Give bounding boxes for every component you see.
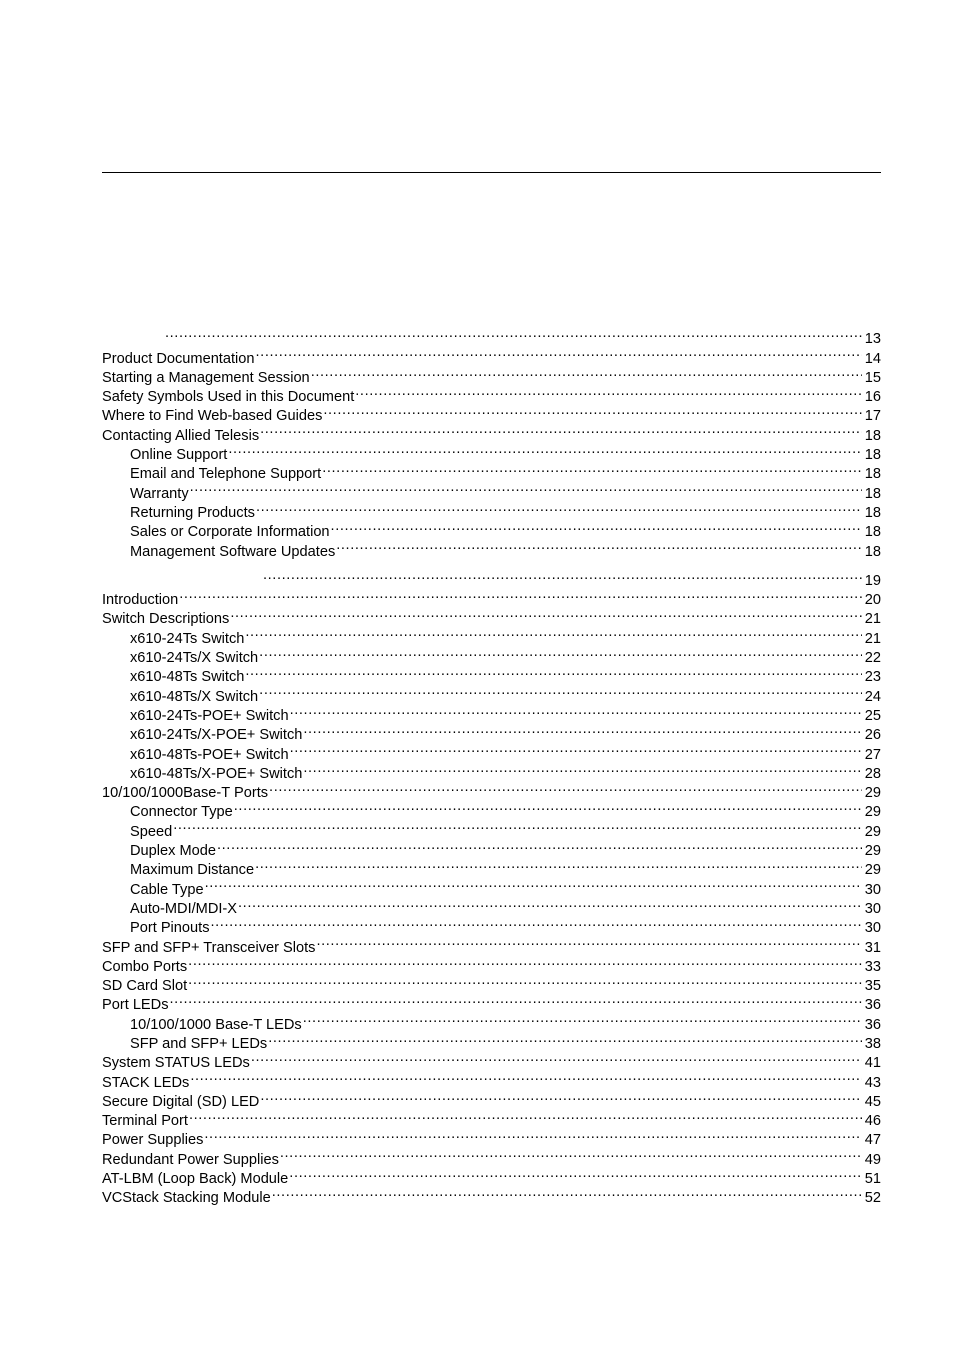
- toc-entry[interactable]: [102, 1087, 881, 1110]
- toc-page-number: 31: [864, 939, 881, 956]
- toc-entry[interactable]: [102, 990, 881, 1014]
- toc-page-number: 17: [864, 408, 881, 425]
- toc-dot-leader: [188, 1106, 862, 1125]
- toc-entry-title: 10/100/1000Base-T Ports: [102, 785, 269, 802]
- toc-dot-leader: [315, 932, 861, 951]
- toc-entry-title: Warranty: [130, 485, 189, 502]
- toc-entry-title: SFP and SFP+ LEDs: [130, 1035, 268, 1052]
- toc-page-number: 24: [864, 688, 881, 705]
- toc-entry-title: x610-48Ts-POE+ Switch: [130, 746, 289, 763]
- toc-dot-leader: [210, 913, 862, 932]
- toc-entry-title: Auto-MDI/MDI-X: [130, 900, 238, 917]
- toc-entry-title: Email and Telephone Support: [130, 466, 322, 483]
- toc-dot-leader: [189, 1067, 861, 1086]
- toc-entry-title: Introduction: [102, 592, 179, 609]
- toc-dot-leader: [302, 720, 861, 739]
- toc-page-number: 16: [864, 389, 881, 406]
- toc-entry-title: Port LEDs: [102, 997, 169, 1014]
- table-of-contents: [102, 324, 881, 1207]
- toc-entry[interactable]: [102, 952, 881, 975]
- toc-dot-leader: [289, 701, 862, 720]
- toc-entry-title: Safety Symbols Used in this Document: [102, 389, 355, 406]
- toc-entry[interactable]: [102, 478, 881, 502]
- toc-entry-title: Starting a Management Session: [102, 369, 310, 386]
- toc-entry-title: Product Documentation: [102, 350, 255, 367]
- toc-page-number: 47: [864, 1132, 881, 1149]
- toc-entry-title: Online Support: [130, 447, 228, 464]
- toc-page-number: 35: [864, 978, 881, 995]
- toc-dot-leader: [302, 759, 861, 778]
- toc-page-number: 30: [864, 900, 881, 917]
- toc-page-number: 26: [864, 727, 881, 744]
- toc-entry-title: x610-48Ts/X Switch: [130, 688, 259, 705]
- toc-dot-leader: [330, 517, 862, 536]
- toc-dot-leader: [268, 778, 862, 797]
- toc-entry-title: x610-24Ts-POE+ Switch: [130, 707, 289, 724]
- toc-entry-title: Combo Ports: [102, 958, 188, 975]
- toc-entry[interactable]: [102, 855, 881, 879]
- toc-page-number: 46: [864, 1113, 881, 1130]
- toc-entry[interactable]: [102, 932, 881, 956]
- toc-entry-title: Sales or Corporate Information: [130, 524, 330, 541]
- toc-dot-leader: [216, 836, 862, 855]
- toc-dot-leader: [233, 797, 862, 816]
- toc-page-number: 29: [864, 843, 881, 860]
- toc-page-number: 15: [864, 369, 881, 386]
- toc-dot-leader: [302, 1009, 862, 1028]
- toc-page-number: 19: [864, 572, 881, 589]
- toc-dot-leader: [164, 324, 862, 343]
- toc-dot-leader: [262, 566, 862, 585]
- toc-page-number: 21: [864, 611, 881, 628]
- toc-page-number: 14: [864, 350, 881, 367]
- toc-entry-title: SD Card Slot: [102, 978, 188, 995]
- toc-dot-leader: [244, 662, 861, 681]
- toc-entry[interactable]: [102, 1009, 881, 1033]
- toc-dot-leader: [279, 1144, 862, 1163]
- toc-entry-title: VCStack Stacking Module: [102, 1190, 271, 1207]
- toc-entry[interactable]: [102, 913, 881, 937]
- toc-page-number: 49: [864, 1151, 881, 1168]
- toc-entry[interactable]: [102, 874, 881, 898]
- toc-dot-leader: [189, 478, 862, 497]
- toc-dot-leader: [187, 952, 862, 971]
- toc-page-number: 36: [864, 997, 881, 1014]
- toc-dot-leader: [187, 971, 862, 990]
- toc-entry[interactable]: [102, 1106, 881, 1130]
- toc-dot-leader: [335, 536, 862, 555]
- toc-page-number: 18: [864, 485, 881, 502]
- toc-dot-leader: [258, 681, 862, 700]
- toc-dot-leader: [289, 739, 862, 758]
- header-rule: [102, 172, 881, 173]
- toc-page-number: 27: [864, 746, 881, 763]
- toc-dot-leader: [259, 1087, 861, 1106]
- toc-page-number: 28: [864, 765, 881, 782]
- toc-entry-title: AT-LBM (Loop Back) Module: [102, 1171, 289, 1188]
- toc-dot-leader: [255, 498, 862, 517]
- toc-dot-leader: [172, 816, 862, 835]
- toc-entry[interactable]: [102, 1144, 881, 1168]
- toc-entry-title: System STATUS LEDs: [102, 1055, 250, 1072]
- toc-entry-title: Duplex Mode: [130, 843, 216, 860]
- toc-entry[interactable]: [102, 324, 881, 348]
- toc-entry-title: x610-48Ts/X-POE+ Switch: [130, 765, 303, 782]
- toc-dot-leader: [169, 990, 862, 1009]
- toc-entry-title: x610-24Ts Switch: [130, 630, 245, 647]
- toc-dot-leader: [288, 1164, 861, 1183]
- toc-page-number: 21: [864, 630, 881, 647]
- toc-dot-leader: [258, 643, 862, 662]
- toc-entry[interactable]: [102, 343, 881, 367]
- toc-entry[interactable]: [102, 585, 881, 609]
- toc-dot-leader: [203, 1125, 861, 1144]
- toc-entry-title: Power Supplies: [102, 1132, 204, 1149]
- toc-page-number: 18: [864, 427, 881, 444]
- toc-entry[interactable]: [102, 1067, 881, 1091]
- toc-entry[interactable]: [102, 894, 881, 917]
- toc-dot-leader: [178, 585, 862, 604]
- toc-entry[interactable]: [102, 498, 881, 521]
- toc-page-number: 38: [864, 1035, 881, 1052]
- toc-dot-leader: [321, 459, 862, 478]
- toc-page-number: 18: [864, 504, 881, 521]
- toc-entry[interactable]: [102, 836, 881, 860]
- toc-entry[interactable]: [102, 604, 881, 628]
- toc-entry-title: Maximum Distance: [130, 862, 255, 879]
- toc-page-number: 25: [864, 707, 881, 724]
- toc-page-number: 18: [864, 447, 881, 464]
- toc-page-number: 29: [864, 785, 881, 802]
- toc-entry-title: Contacting Allied Telesis: [102, 427, 260, 444]
- toc-entry[interactable]: [102, 566, 881, 589]
- toc-entry-title: x610-48Ts Switch: [130, 669, 245, 686]
- toc-dot-leader: [267, 1029, 862, 1048]
- toc-entry-title: x610-24Ts/X Switch: [130, 650, 259, 667]
- toc-entry-title: STACK LEDs: [102, 1074, 190, 1091]
- toc-page-number: 20: [864, 592, 881, 609]
- toc-entry-title: x610-24Ts/X-POE+ Switch: [130, 727, 303, 744]
- toc-entry-title: Switch Descriptions: [102, 611, 230, 628]
- toc-entry[interactable]: [102, 816, 881, 840]
- toc-entry[interactable]: [102, 971, 881, 995]
- toc-page-number: 29: [864, 804, 881, 821]
- toc-entry-title: Terminal Port: [102, 1113, 188, 1130]
- toc-dot-leader: [310, 363, 862, 382]
- toc-page-number: 43: [864, 1074, 881, 1091]
- toc-page-number: 41: [864, 1055, 881, 1072]
- toc-dot-leader: [250, 1048, 862, 1067]
- toc-entry-title: Management Software Updates: [130, 543, 336, 560]
- toc-entry-title: Connector Type: [130, 804, 233, 821]
- toc-dot-leader: [244, 623, 861, 642]
- toc-page-number: 29: [864, 823, 881, 840]
- toc-page-number: 45: [864, 1093, 881, 1110]
- toc-page-number: 51: [864, 1171, 881, 1188]
- toc-dot-leader: [354, 382, 862, 401]
- toc-entry-title: Secure Digital (SD) LED: [102, 1093, 260, 1110]
- toc-entry-title: SFP and SFP+ Transceiver Slots: [102, 939, 316, 956]
- toc-entry[interactable]: [102, 1125, 881, 1149]
- toc-entry-title: Cable Type: [130, 881, 204, 898]
- toc-entry-title: Redundant Power Supplies: [102, 1151, 279, 1168]
- toc-entry-title: Returning Products: [130, 504, 255, 521]
- toc-page-number: 30: [864, 920, 881, 937]
- toc-entry-title: Speed: [130, 823, 173, 840]
- toc-page-number: 13: [864, 331, 881, 348]
- toc-dot-leader: [204, 874, 862, 893]
- toc-dot-leader: [229, 604, 861, 623]
- toc-page-number: 52: [864, 1190, 881, 1207]
- toc-entry-title: 10/100/1000 Base-T LEDs: [130, 1016, 302, 1033]
- toc-page-number: 18: [864, 466, 881, 483]
- toc-dot-leader: [322, 401, 861, 420]
- toc-entry-title: Port Pinouts: [130, 920, 210, 937]
- toc-dot-leader: [227, 440, 861, 459]
- toc-page-number: 29: [864, 862, 881, 879]
- toc-dot-leader: [255, 343, 862, 362]
- toc-page-number: 23: [864, 669, 881, 686]
- toc-page-number: 30: [864, 881, 881, 898]
- toc-dot-leader: [237, 894, 862, 913]
- toc-entry-title: Where to Find Web-based Guides: [102, 408, 323, 425]
- toc-page-number: 18: [864, 543, 881, 560]
- toc-dot-leader: [271, 1183, 862, 1202]
- toc-page-number: 33: [864, 958, 881, 975]
- toc-dot-leader: [259, 420, 862, 439]
- toc-page-number: 22: [864, 650, 881, 667]
- toc-page-number: 18: [864, 524, 881, 541]
- toc-page-number: 36: [864, 1016, 881, 1033]
- toc-dot-leader: [254, 855, 862, 874]
